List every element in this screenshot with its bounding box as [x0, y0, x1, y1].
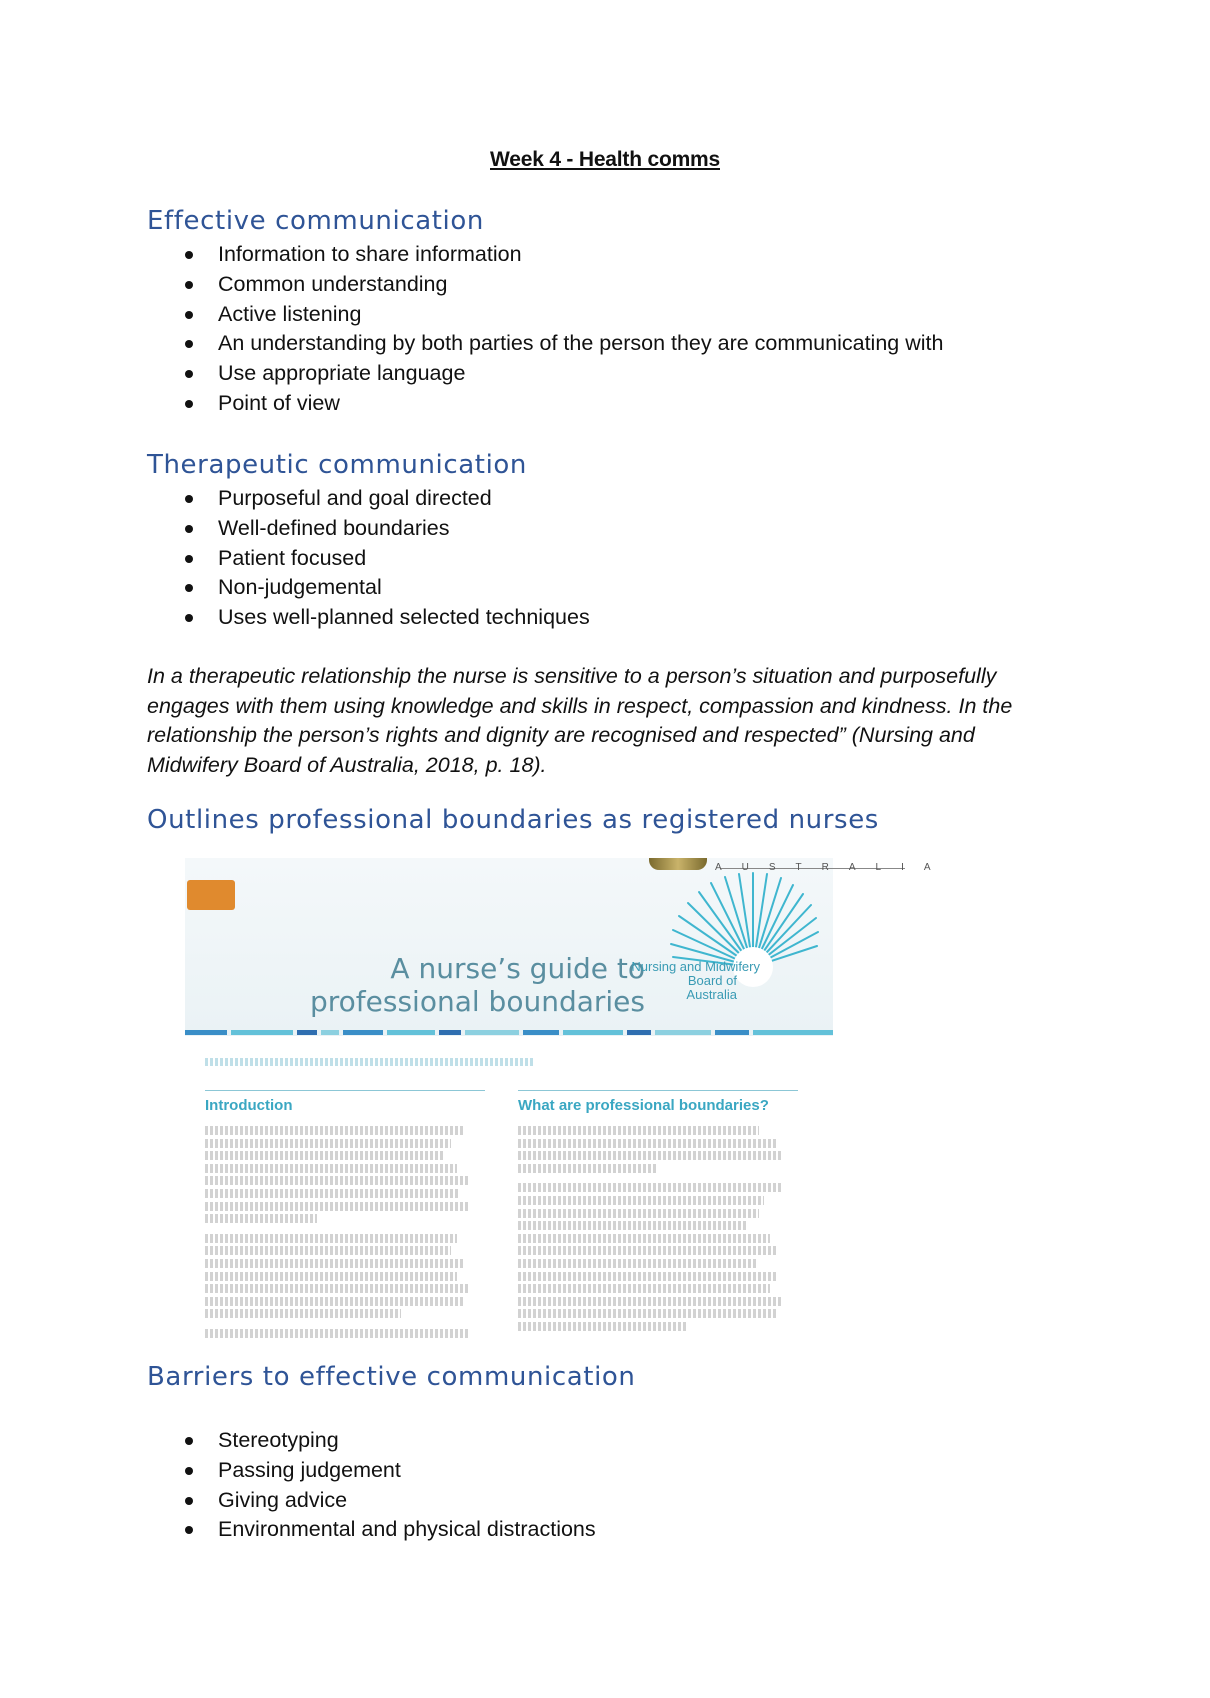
therapeutic-quote: In a therapeutic relationship the nurse is sensitive to a person’s situation and purposefully engages with them using knowledge and skills in respect, compassion and kindness. In the relationship the person’s rights and dignity are recognised and respected” (Nursing and Midwifery Board of Australia, 2018, p. 18).: [147, 664, 1013, 777]
orange-tab-icon: [187, 880, 235, 910]
nmba-sunburst-logo-icon: [653, 872, 833, 972]
list-item: Point of view: [0, 389, 943, 419]
effective-communication-list: [0, 240, 943, 419]
brochure-boundaries-heading: What are professional boundaries?: [518, 1097, 769, 1114]
coat-of-arms-icon: [649, 858, 707, 870]
list-item: Patient focused: [0, 544, 590, 574]
brochure-subtitle-line: [205, 1058, 535, 1066]
brochure-country: AUSTRALIA: [715, 862, 951, 873]
list-item: Passing judgement: [0, 1456, 596, 1486]
list-item: Stereotyping: [0, 1426, 596, 1456]
list-item: Environmental and physical distractions: [0, 1515, 596, 1545]
list-item: Use appropriate language: [0, 359, 943, 389]
list-item: Common understanding: [0, 270, 943, 300]
list-item: Giving advice: [0, 1486, 596, 1516]
list-item: Active listening: [0, 300, 943, 330]
document-title: Week 4 - Health comms: [490, 148, 720, 171]
heading-therapeutic-communication: Therapeutic communication: [147, 450, 528, 480]
barriers-list: [0, 1426, 596, 1545]
list-item: An understanding by both parties of the person they are communicating with: [0, 329, 943, 359]
list-item: Well-defined boundaries: [0, 514, 590, 544]
brochure-board-line2: Board of: [687, 973, 737, 988]
brochure-boundaries-column: [518, 1090, 798, 1335]
list-item: Uses well-planned selected techniques: [0, 603, 590, 633]
heading-effective-communication: Effective communication: [147, 206, 484, 236]
list-item: Purposeful and goal directed: [0, 484, 590, 514]
brochure-board-line3: Australia: [686, 987, 737, 1002]
list-item: Information to share information: [0, 240, 943, 270]
brochure-title-line1: A nurse’s guide to: [390, 952, 645, 985]
brochure-stripe-divider: [185, 1028, 833, 1036]
list-item: Non-judgemental: [0, 573, 590, 603]
brochure-board-line1: Nursing and Midwifery: [631, 959, 760, 974]
brochure-introduction-heading: Introduction: [205, 1097, 293, 1114]
heading-professional-boundaries: Outlines professional boundaries as registered nurses: [147, 805, 879, 835]
brochure-introduction-column: [205, 1090, 485, 1342]
heading-barriers: Barriers to effective communication: [147, 1362, 636, 1392]
therapeutic-communication-list: [0, 484, 590, 633]
nurses-guide-brochure-image: [185, 858, 951, 1336]
brochure-title-line2: professional boundaries: [310, 985, 645, 1018]
